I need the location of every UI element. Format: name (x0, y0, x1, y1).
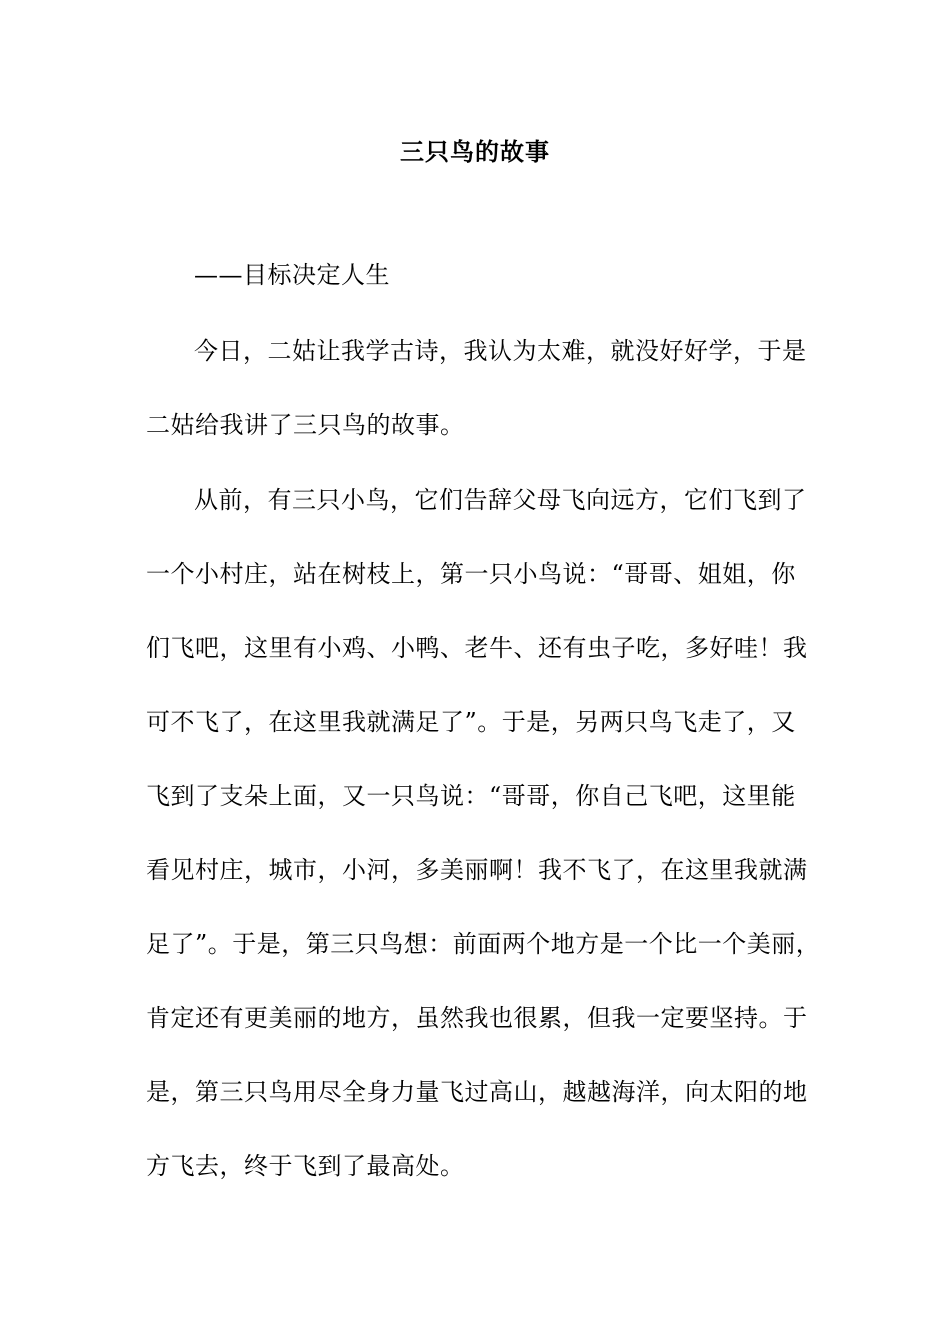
subtitle (146, 238, 854, 312)
paragraph-line: 是，第三只鸟用尽全身力量飞过高山，越越海洋，向太阳的地 (146, 1078, 808, 1106)
paragraph-line: 们飞吧，这里有小鸡、小鸭、老牛、还有虫子吃，多好哇！我 (146, 634, 808, 662)
paragraph-2 (146, 463, 821, 1203)
paragraph-line: 今日，二姑让我学古诗，我认为太难，就没好好学，于是 (194, 337, 807, 365)
paragraph-1 (146, 314, 806, 462)
paragraph-line: 一个小村庄，站在树枝上，第一只小鸟说：“哥哥、姐姐，你 (146, 560, 796, 588)
paragraph-line: 飞到了支朵上面，又一只鸟说：“哥哥，你自己飞吧，这里能 (146, 782, 796, 810)
paragraph-line: 方飞去，终于飞到了最高处。 (146, 1152, 465, 1180)
paragraph-line: 肯定还有更美丽的地方，虽然我也很累，但我一定要坚持。于 (146, 1004, 808, 1032)
paragraph-line: 可不飞了，在这里我就满足了”。于是，另两只鸟飞走了，又 (146, 708, 796, 736)
paragraph-line: 二姑给我讲了三只鸟的故事。 (146, 411, 465, 439)
paragraph-line: 从前，有三只小鸟，它们告辞父母飞向远方，它们飞到了 (194, 486, 807, 514)
paragraph-line: 看见村庄，城市，小河，多美丽啊！我不飞了，在这里我就满 (146, 856, 808, 884)
paragraph-line: 足了”。于是，第三只鸟想：前面两个地方是一个比一个美丽， (146, 930, 821, 958)
document-title: 三只鸟的故事 (400, 138, 550, 166)
subtitle-text: ——目标决定人生 (194, 261, 390, 289)
